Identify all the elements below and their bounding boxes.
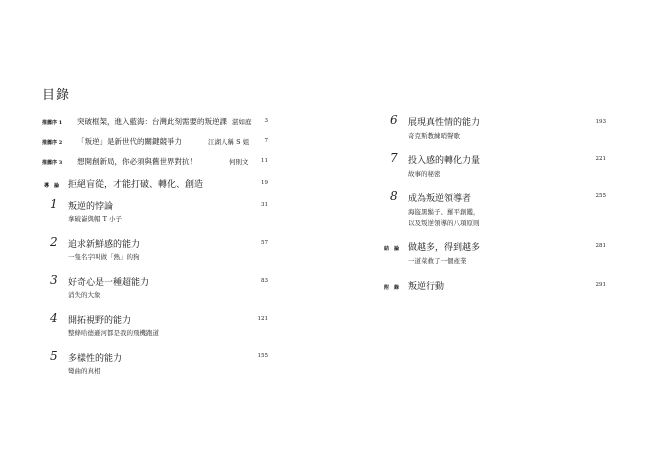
- page-number: 11: [261, 158, 268, 164]
- chapter-number: 3: [50, 273, 58, 287]
- chapter-title: 叛逆的悖論: [68, 202, 114, 212]
- page-number: 255: [595, 193, 606, 199]
- page-number: 31: [261, 202, 268, 208]
- page-number: 121: [257, 316, 268, 322]
- intro-title: 拒絕盲從，才能打破、轉化、創造: [68, 180, 204, 190]
- chapter-number: 4: [50, 311, 58, 325]
- chapter-title: 開拓視野的能力: [68, 316, 132, 326]
- preface-author: 湛如庭: [232, 118, 252, 126]
- conclusion-title: 做越多，得到越多: [408, 243, 481, 253]
- toc-title: 目錄: [42, 88, 71, 103]
- chapter-title: 展現真性情的能力: [408, 118, 481, 128]
- chapter-subtitle: 海盜黑鬍子、羅平創鑑，: [408, 208, 480, 216]
- chapter-title: 追求新鮮感的能力: [68, 240, 141, 250]
- chapter-subtitle: 奇克斯教練哨聲歌: [408, 132, 460, 140]
- chapter-title: 好奇心是一種超能力: [68, 278, 150, 288]
- chapter-number: 8: [390, 189, 398, 203]
- page-number: 7: [264, 138, 268, 144]
- page-number: 57: [261, 240, 268, 246]
- chapter-subtitle: 彎曲的真相: [68, 367, 101, 375]
- preface-title: 突破框架，進入藍海：台灣此刻需要的叛逆課: [77, 117, 227, 126]
- preface-author: 江湖人稱 S 姐: [208, 138, 250, 146]
- page-number: 193: [595, 119, 606, 125]
- chapter-subtitle-line2: 以及叛逆領導的八項原則: [408, 219, 480, 227]
- page-number: 281: [595, 243, 606, 249]
- chapter-subtitle: 拿破崙與帽 T 小子: [68, 215, 122, 223]
- page-number: 291: [595, 282, 606, 288]
- conclusion-subtitle: 一道菜救了一個產業: [408, 257, 467, 265]
- conclusion-label: 結 論: [384, 246, 400, 252]
- chapter-number: 1: [50, 197, 58, 211]
- page-number: 19: [261, 180, 268, 186]
- preface-label: 推薦序 3: [42, 160, 63, 166]
- chapter-subtitle: 一隻名字叫做「熱」的狗: [68, 253, 140, 261]
- appendix-title: 叛逆行動: [408, 282, 445, 292]
- chapter-title: 投入感的轉化力量: [408, 156, 481, 166]
- page-number: 83: [261, 278, 268, 284]
- intro-label: 導 論: [44, 183, 60, 189]
- page-number: 221: [595, 156, 606, 162]
- preface-title: 想開創新局，你必須與舊世界對抗！: [77, 157, 197, 166]
- preface-label: 推薦序 1: [42, 120, 63, 126]
- preface-author: 何則文: [229, 158, 249, 166]
- chapter-title: 多樣性的能力: [68, 354, 123, 364]
- chapter-subtitle: 故事的秘密: [408, 170, 441, 178]
- preface-label: 推薦序 2: [42, 140, 63, 146]
- chapter-subtitle: 整條哈德遜河都是我的飛機跑道: [68, 329, 159, 337]
- chapter-number: 2: [50, 235, 58, 249]
- chapter-subtitle: 消失的大象: [68, 291, 101, 299]
- chapter-title: 成為叛逆領導者: [408, 194, 472, 204]
- chapter-number: 6: [390, 113, 398, 127]
- page-number: 155: [257, 353, 268, 359]
- chapter-number: 7: [390, 151, 398, 165]
- appendix-label: 附 錄: [384, 285, 400, 291]
- chapter-number: 5: [50, 349, 58, 363]
- preface-title: 「叛逆」是新世代的關鍵競爭力: [77, 137, 182, 146]
- page-number: 3: [264, 118, 268, 124]
